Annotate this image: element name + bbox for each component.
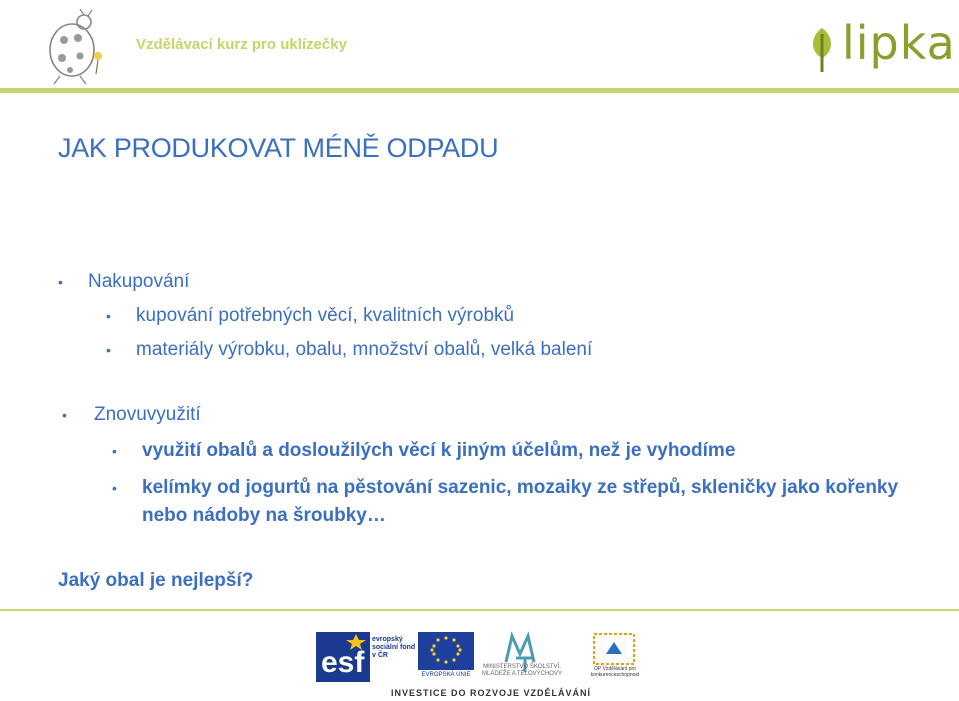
bullet-icon: • bbox=[58, 274, 63, 290]
ladybug-logo-icon bbox=[40, 8, 110, 88]
op-caption: OP Vzdělávání pro konkurenceschopnost bbox=[590, 666, 640, 678]
course-title: Vzdělávací kurz pro uklízečky bbox=[136, 36, 347, 53]
section-item: využití obalů a dosloužilých věcí k jiným účelům, než je vyhodíme bbox=[142, 440, 736, 461]
closing-question: Jaký obal je nejlepší? bbox=[58, 570, 254, 591]
bullet-icon: • bbox=[106, 342, 111, 358]
msmt-caption: MINISTERSTVO ŠKOLSTVÍ, MLÁDEŽE A TĚLOVÝCHOVY bbox=[482, 664, 562, 677]
section-item: kelímky od jogurtů na pěstování sazenic, mozaiky ze střepů, skleničky jako kořenky nebo nádoby na šroubky… bbox=[142, 477, 899, 526]
bullet-icon: • bbox=[62, 407, 67, 423]
svg-text:esf: esf bbox=[321, 646, 365, 679]
footer-divider bbox=[0, 609, 959, 611]
section-heading-nakupovani: Nakupování bbox=[88, 271, 190, 292]
section-heading-znovuvyuziti: Znovuvyužití bbox=[94, 404, 201, 425]
lipka-logo-text: lipka bbox=[842, 16, 956, 70]
leaf-logo-icon bbox=[806, 24, 838, 74]
esf-caption: evropský sociální fond v ČR bbox=[372, 636, 416, 659]
footer-logos bbox=[316, 628, 646, 686]
section-item: materiály výrobku, obalu, množství obalů, velká balení bbox=[136, 339, 593, 360]
slide-title: JAK PRODUKOVAT MÉNĚ ODPADU bbox=[58, 133, 499, 163]
header-divider bbox=[0, 88, 959, 93]
bullet-icon: • bbox=[112, 443, 117, 459]
bullet-icon: • bbox=[112, 480, 117, 496]
bullet-icon: • bbox=[106, 308, 111, 324]
investice-caption: INVESTICE DO ROZVOJE VZDĚLÁVÁNÍ bbox=[391, 688, 592, 698]
section-item: kupování potřebných věcí, kvalitních výrobků bbox=[136, 305, 515, 326]
op-logo-icon bbox=[594, 634, 634, 664]
slide-header bbox=[0, 0, 959, 92]
eu-caption: EVROPSKÁ UNIE bbox=[421, 672, 471, 678]
